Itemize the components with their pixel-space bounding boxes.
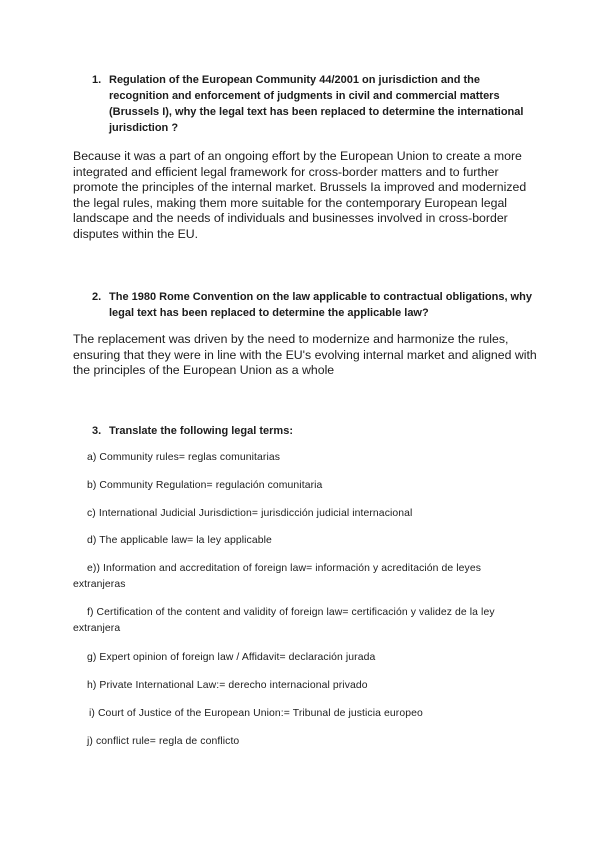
question-3 xyxy=(92,423,532,439)
question-text: Translate the following legal terms: xyxy=(109,425,293,437)
question-number: 2. xyxy=(92,291,102,303)
answer-2: The replacement was driven by the need to modernize and harmonize the rules, ensuring that they were in line with the EU's evolving internal market and aligned with the principles of the European Union as a whole xyxy=(73,332,537,377)
term-item: c) International Judicial Jurisdiction= jurisdicción judicial internacional xyxy=(87,508,413,519)
question-2 xyxy=(92,289,532,321)
question-1 xyxy=(92,72,532,136)
question-number: 3. xyxy=(92,425,102,437)
term-item: a) Community rules= reglas comunitarias xyxy=(87,452,281,463)
question-text: Regulation of the European Community 44/2001 on jurisdiction and the recognition and enforcement of judgments in civil and commercial matters (Brussels I), why the legal text has been replaced to determine the international jurisdiction ? xyxy=(109,74,524,134)
term-item: d) The applicable law= la ley applicable xyxy=(87,535,272,546)
term-item: e)) Information and accreditation of foreign law= información y acreditación de leyes extranjeras xyxy=(73,563,482,590)
answer-1: Because it was a part of an ongoing effort by the European Union to create a more integrated and efficient legal framework for cross-border matters and to further promote the principles of the internal market. Brussels Ia improved and modernized the legal rules, making them more suitable for the contemporary European legal landscape and the needs of individuals and businesses involved in cross-border disputes within the EU. xyxy=(73,149,527,241)
term-item: f) Certification of the content and validity of foreign law= certificación y validez de la ley extranjera xyxy=(73,607,495,634)
question-number: 1. xyxy=(92,74,102,86)
term-item: g) Expert opinion of foreign law / Affidavit= declaración jurada xyxy=(87,652,376,663)
question-text: The 1980 Rome Convention on the law applicable to contractual obligations, why legal text has been replaced to determine the applicable law? xyxy=(109,291,532,319)
term-item: h) Private International Law:= derecho internacional privado xyxy=(87,680,368,691)
term-item: j) conflict rule= regla de conflicto xyxy=(87,736,240,747)
term-item: i) Court of Justice of the European Union:= Tribunal de justicia europeo xyxy=(89,708,423,719)
term-item: b) Community Regulation= regulación comunitaria xyxy=(87,480,323,491)
